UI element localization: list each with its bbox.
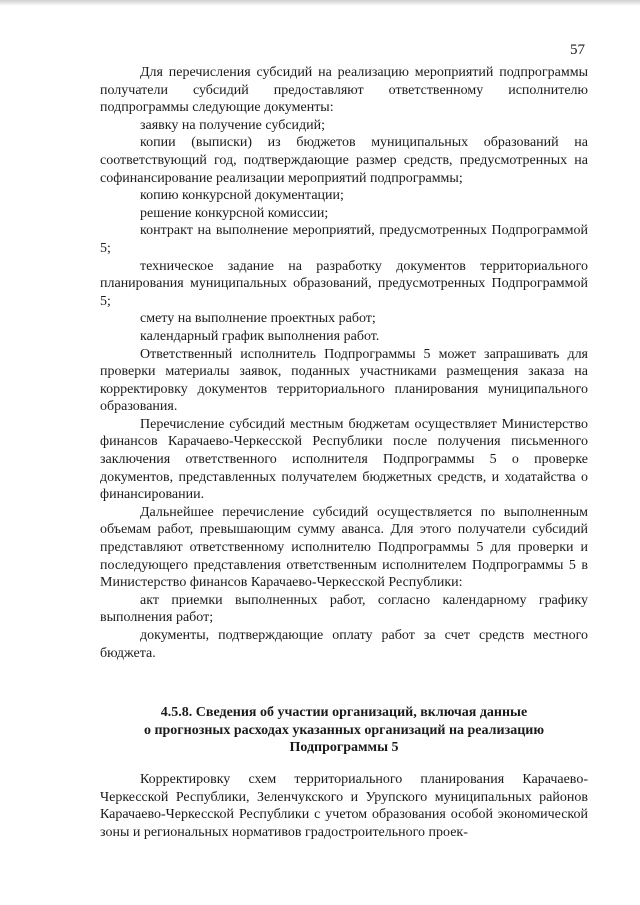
list-item-technical-task: техническое задание на разработку документов территориального планирования муниципальных образований, предусмотренных Подпрограммой 5;: [100, 258, 588, 309]
list-item-tender-docs: копию конкурсной документации;: [140, 188, 344, 204]
page-number: 57: [570, 42, 585, 58]
section-heading: [100, 704, 588, 757]
list-item-budget-copies: копии (выписки) из бюджетов муниципальных образований на соответствующий год, подтверждающие размер средств, предусмотренных на софинансирование реализации мероприятий подпрограммы;: [100, 135, 588, 186]
scan-top-edge: [0, 0, 640, 6]
list-item-contract: контракт на выполнение мероприятий, предусмотренных Подпрограммой 5;: [100, 223, 588, 256]
section-heading-line-1: 4.5.8. Сведения об участии организаций, включая данные: [160, 705, 528, 721]
section-heading-line-3: Подпрограммы 5: [289, 740, 399, 756]
list-item-application: заявку на получение субсидий;: [140, 117, 326, 133]
document-body: [100, 64, 588, 841]
list-item-acceptance-act: акт приемки выполненных работ, согласно календарному графику выполнения работ;: [100, 592, 588, 626]
paragraph-closing: Корректировку схем территориального планирования Карачаево-Черкесской Республики, Зеленчукского и Урупского муниципальных районов Карачаево-Черкесской Республики с учетом образования особой экономической зоны и региональных нормативов градостроительного проек-: [100, 771, 588, 840]
section-heading-line-2: о прогнозных расходах указанных организаций на реализацию: [143, 722, 545, 738]
paragraph-responsible-executor: Ответственный исполнитель Подпрограммы 5 может запрашивать для проверки материалы заявок, поданных участниками размещения заказа на корректировку документов территориального планирования муниципального образования.: [100, 346, 588, 415]
list-item-payment-docs: документы, подтверждающие оплату работ за счет средств местного бюджета.: [100, 628, 588, 661]
list-item-commission-decision: решение конкурсной комиссии;: [140, 205, 329, 221]
paragraph-intro: Для перечисления субсидий на реализацию мероприятий подпрограммы получатели субсидий предоставляют ответственному исполнителю подпрограммы следующие документы:: [100, 65, 588, 116]
paragraph-ministry-transfer: Перечисление субсидий местным бюджетам осуществляет Министерство финансов Карачаево-Черкесской Республики после получения письменного заключения ответственного исполнителя Подпрограммы 5 о проверке документов, представленных получателем бюджетных средств, и ходатайства о финансировании.: [100, 416, 588, 503]
list-item-estimate: смету на выполнение проектных работ;: [140, 311, 376, 327]
list-item-schedule: календарный график выполнения работ.: [140, 328, 380, 344]
paragraph-further-transfer: Дальнейшее перечисление субсидий осуществляется по выполненным объемам работ, превышающим сумму аванса. Для этого получатели субсидий представляют ответственному исполнителю Подпрограммы 5 для проверки и последующего представления ответственным исполнителем Подпрограммы 5 в Министерство финансов Карачаево-Черкесской Республики:: [100, 504, 588, 591]
